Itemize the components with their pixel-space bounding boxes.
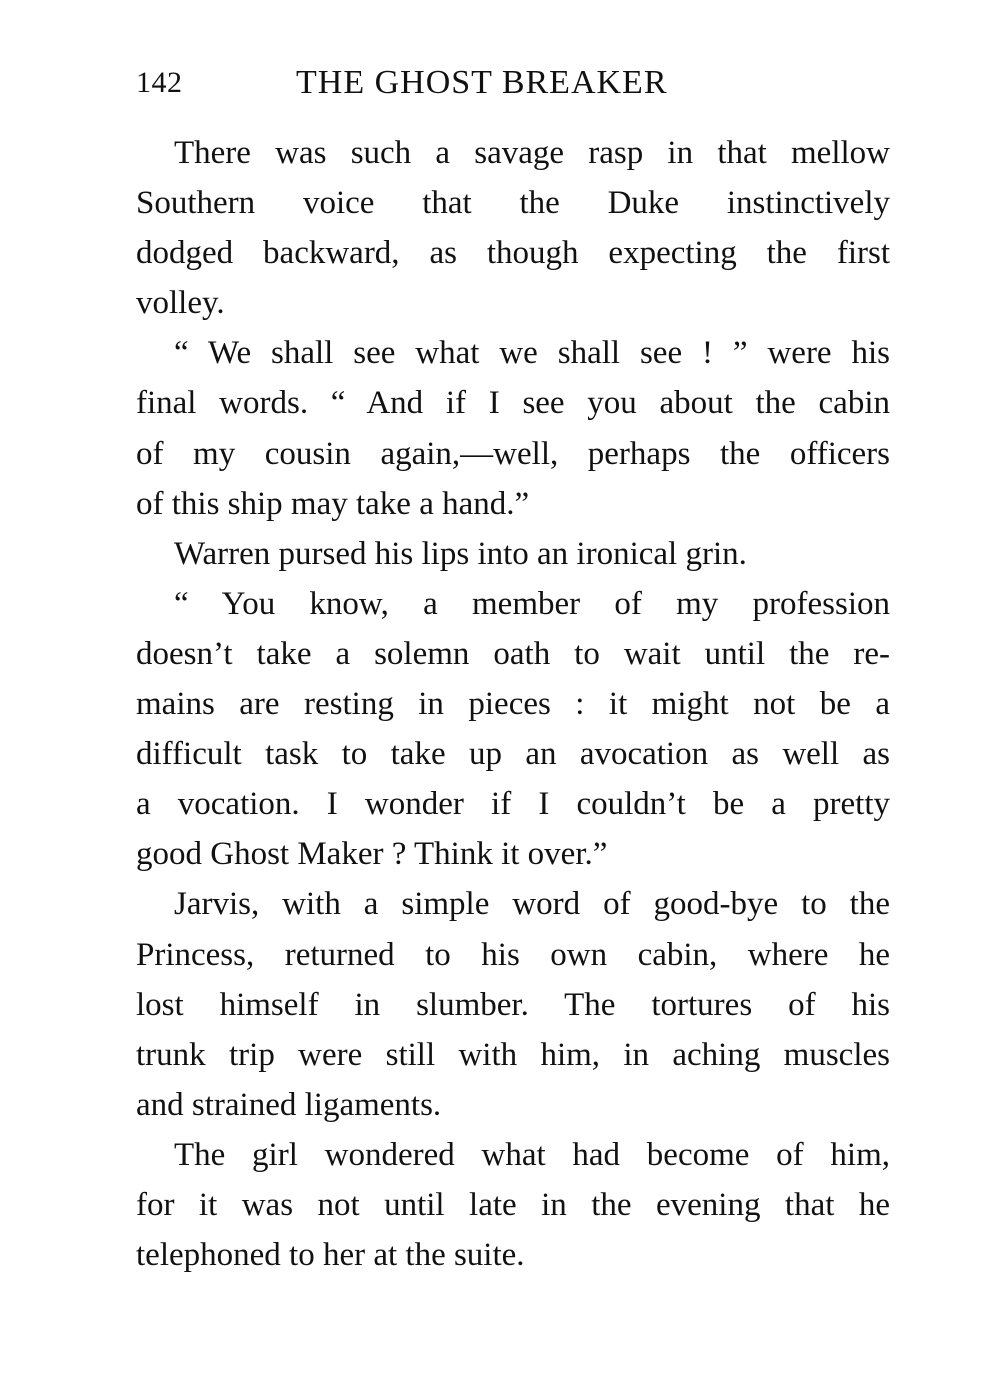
text-line: telephoned to her at the suite. — [136, 1237, 525, 1274]
text-line: dodged backward, as though expecting the first — [136, 235, 890, 272]
text-line: of my cousin again,—well, perhaps the officers — [136, 435, 890, 472]
body-text — [136, 128, 890, 1280]
page-number: 142 — [136, 66, 183, 99]
text-line: for it was not until late in the evening that he — [136, 1186, 890, 1223]
text-line: good Ghost Maker ? Think it over.” — [136, 836, 608, 873]
text-line: Southern voice that the Duke instinctively — [136, 185, 890, 222]
text-line: There was such a savage rasp in that mellow — [174, 135, 890, 171]
text-line: volley. — [136, 285, 225, 322]
text-line: final words. “ And if I see you about the cabin — [136, 385, 890, 422]
text-line: lost himself in slumber. The tortures of his — [136, 986, 890, 1023]
text-line: The girl wondered what had become of him, — [174, 1136, 890, 1173]
text-line: “ We shall see what we shall see ! ” were his — [174, 335, 890, 372]
text-line: Princess, returned to his own cabin, where he — [136, 936, 890, 973]
book-title: THE GHOST BREAKER — [296, 64, 668, 101]
text-line: difficult task to take up an avocation as well as — [136, 736, 890, 773]
text-line: Warren pursed his lips into an ironical grin. — [174, 535, 747, 572]
text-line: a vocation. I wonder if I couldn’t be a pretty — [136, 786, 890, 823]
text-line: “ You know, a member of my profession — [174, 585, 890, 622]
text-line: trunk trip were still with him, in aching muscles — [136, 1036, 890, 1073]
running-head — [136, 58, 756, 108]
text-line: and strained ligaments. — [136, 1086, 442, 1123]
text-line: mains are resting in pieces : it might not be a — [136, 686, 890, 723]
text-line: doesn’t take a solemn oath to wait until the re- — [136, 635, 890, 672]
text-line: of this ship may take a hand.” — [136, 485, 530, 522]
text-line: Jarvis, with a simple word of good-bye to the — [174, 886, 890, 923]
